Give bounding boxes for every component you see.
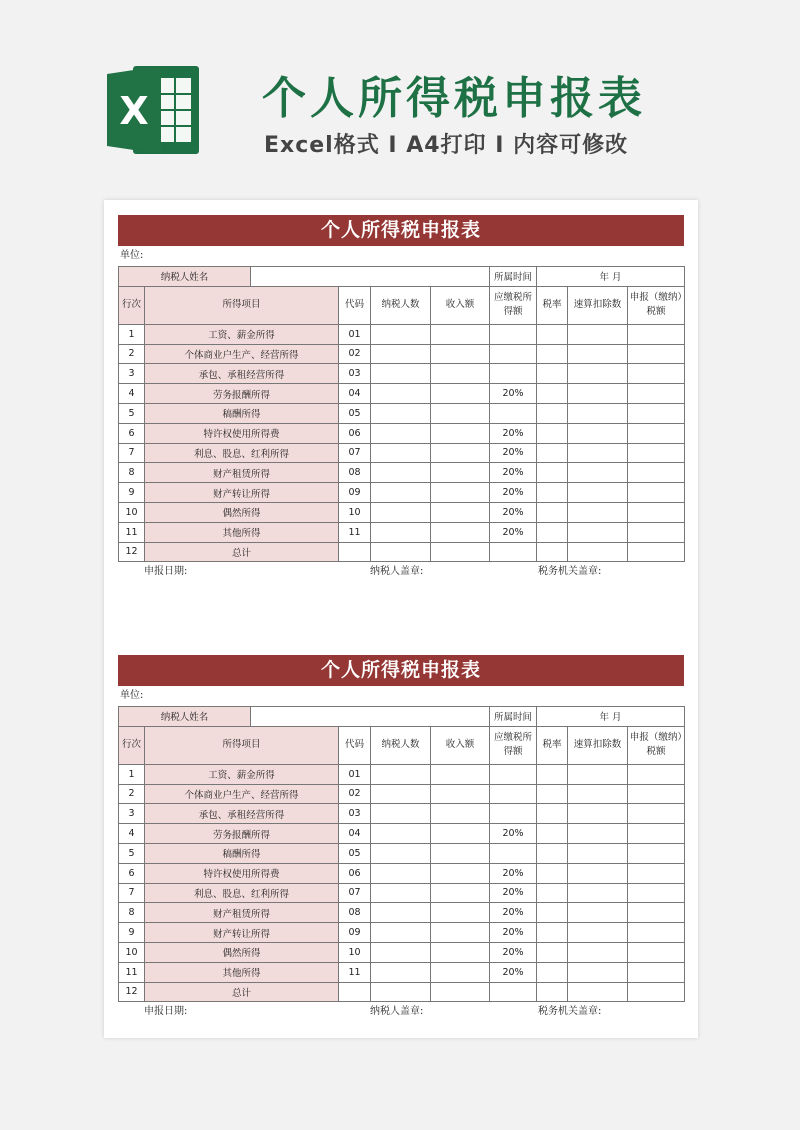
rate-cell[interactable] [537, 443, 568, 463]
income-cell[interactable] [431, 982, 490, 1002]
logo-letter: X [119, 89, 149, 133]
deduction-cell[interactable] [568, 903, 628, 923]
item-cell: 稿酬所得 [145, 403, 339, 423]
table-row [119, 982, 685, 1002]
count-cell[interactable] [371, 824, 431, 844]
rate-cell[interactable] [537, 423, 568, 443]
header [0, 0, 800, 190]
period-label: 所属时间 [490, 707, 537, 727]
table-row [119, 863, 685, 883]
col-count: 纳税人数 [371, 286, 431, 324]
income-cell[interactable] [431, 764, 490, 784]
table-row [119, 443, 685, 463]
row-no-cell: 4 [119, 384, 145, 404]
tax-cell[interactable] [628, 502, 685, 522]
code-cell: 05 [339, 403, 371, 423]
deduction-cell[interactable] [568, 962, 628, 982]
item-cell: 财产转让所得 [145, 483, 339, 503]
rate-cell[interactable] [537, 384, 568, 404]
income-cell[interactable] [431, 942, 490, 962]
tax-cell[interactable] [628, 903, 685, 923]
taxable-cell[interactable] [490, 403, 537, 423]
deduction-cell[interactable] [568, 982, 628, 1002]
table-row [119, 403, 685, 423]
table-row [119, 903, 685, 923]
code-cell: 09 [339, 483, 371, 503]
tax-cell[interactable] [628, 962, 685, 982]
form-footer [118, 562, 684, 582]
unit-label: 单位: [120, 690, 144, 701]
col-item: 所得项目 [145, 726, 339, 764]
item-cell: 财产租赁所得 [145, 463, 339, 483]
page-subtitle: Excel格式 I A4打印 I 内容可修改 [264, 133, 629, 158]
col-income: 收入额 [431, 726, 490, 764]
deduction-cell[interactable] [568, 824, 628, 844]
rate-cell[interactable] [537, 804, 568, 824]
deduction-cell[interactable] [568, 764, 628, 784]
deduction-cell[interactable] [568, 883, 628, 903]
item-cell: 工资、薪金所得 [145, 764, 339, 784]
row-no-cell: 9 [119, 923, 145, 943]
col-taxable: 应缴税所得额 [490, 286, 537, 324]
item-cell: 偶然所得 [145, 502, 339, 522]
row-no-cell: 11 [119, 962, 145, 982]
income-cell[interactable] [431, 863, 490, 883]
code-cell: 11 [339, 522, 371, 542]
form-title-banner: 个人所得税申报表 [118, 215, 684, 246]
row-no-cell: 5 [119, 403, 145, 423]
tax-cell[interactable] [628, 443, 685, 463]
code-cell: 10 [339, 502, 371, 522]
tax-cell[interactable] [628, 804, 685, 824]
tax-cell[interactable] [628, 364, 685, 384]
income-cell[interactable] [431, 522, 490, 542]
deduction-cell[interactable] [568, 923, 628, 943]
income-cell[interactable] [431, 502, 490, 522]
item-cell: 特许权使用所得费 [145, 863, 339, 883]
tax-cell[interactable] [628, 824, 685, 844]
column-header-row [119, 286, 685, 324]
rate-cell[interactable] [537, 784, 568, 804]
income-cell[interactable] [431, 483, 490, 503]
excel-logo-icon [103, 60, 203, 160]
tax-cell[interactable] [628, 324, 685, 344]
row-no-cell: 1 [119, 764, 145, 784]
rate-cell[interactable] [537, 324, 568, 344]
date-label: 申报日期: [144, 1006, 188, 1018]
col-tax: 申报（缴纳）税额 [628, 726, 685, 764]
item-cell: 稿酬所得 [145, 843, 339, 863]
row-no-cell: 10 [119, 942, 145, 962]
taxable-cell[interactable] [490, 344, 537, 364]
deduction-cell[interactable] [568, 483, 628, 503]
table-row [119, 324, 685, 344]
taxable-cell[interactable]: 20% [490, 883, 537, 903]
table-row [119, 344, 685, 364]
tax-cell[interactable] [628, 982, 685, 1002]
taxable-cell[interactable] [490, 542, 537, 562]
authority-seal-label: 税务机关盖章: [538, 1006, 602, 1018]
rate-cell[interactable] [537, 403, 568, 423]
rate-cell[interactable] [537, 843, 568, 863]
item-cell: 特许权使用所得费 [145, 423, 339, 443]
deduction-cell[interactable] [568, 804, 628, 824]
count-cell[interactable] [371, 923, 431, 943]
period-value[interactable]: 年 月 [537, 707, 685, 727]
row-no-cell: 4 [119, 824, 145, 844]
tax-form-2 [118, 655, 684, 1022]
code-cell: 08 [339, 463, 371, 483]
tax-table [118, 266, 685, 562]
page-title: 个人所得税申报表 [262, 73, 646, 124]
col-code: 代码 [339, 286, 371, 324]
row-no-cell: 9 [119, 483, 145, 503]
count-cell[interactable] [371, 483, 431, 503]
table-row [119, 463, 685, 483]
code-cell: 06 [339, 863, 371, 883]
col-income: 收入额 [431, 286, 490, 324]
code-cell [339, 542, 371, 562]
item-cell: 劳务报酬所得 [145, 384, 339, 404]
rate-cell[interactable] [537, 542, 568, 562]
income-cell[interactable] [431, 824, 490, 844]
deduction-cell[interactable] [568, 784, 628, 804]
col-deduction: 速算扣除数 [568, 286, 628, 324]
count-cell[interactable] [371, 962, 431, 982]
row-no-cell: 2 [119, 344, 145, 364]
date-label: 申报日期: [144, 566, 188, 578]
taxpayer-row [119, 267, 685, 287]
deduction-cell[interactable] [568, 324, 628, 344]
count-cell[interactable] [371, 764, 431, 784]
table-row [119, 942, 685, 962]
taxable-cell[interactable] [490, 982, 537, 1002]
code-cell: 08 [339, 903, 371, 923]
income-cell[interactable] [431, 344, 490, 364]
item-cell: 劳务报酬所得 [145, 824, 339, 844]
authority-seal-label: 税务机关盖章: [538, 566, 602, 578]
income-cell[interactable] [431, 962, 490, 982]
count-cell[interactable] [371, 384, 431, 404]
tax-cell[interactable] [628, 923, 685, 943]
deduction-cell[interactable] [568, 942, 628, 962]
taxable-cell[interactable]: 20% [490, 443, 537, 463]
tax-cell[interactable] [628, 403, 685, 423]
deduction-cell[interactable] [568, 843, 628, 863]
count-cell[interactable] [371, 804, 431, 824]
taxable-cell[interactable] [490, 364, 537, 384]
table-row [119, 962, 685, 982]
table-row [119, 883, 685, 903]
income-cell[interactable] [431, 384, 490, 404]
period-label: 所属时间 [490, 267, 537, 287]
income-cell[interactable] [431, 883, 490, 903]
table-row [119, 784, 685, 804]
tax-cell[interactable] [628, 784, 685, 804]
rate-cell[interactable] [537, 483, 568, 503]
income-cell[interactable] [431, 923, 490, 943]
row-no-cell: 6 [119, 863, 145, 883]
count-cell[interactable] [371, 502, 431, 522]
taxpayer-name-label: 纳税人姓名 [119, 267, 251, 287]
deduction-cell[interactable] [568, 463, 628, 483]
taxable-cell[interactable]: 20% [490, 502, 537, 522]
tax-cell[interactable] [628, 384, 685, 404]
taxable-cell[interactable]: 20% [490, 423, 537, 443]
deduction-cell[interactable] [568, 344, 628, 364]
row-no-cell: 3 [119, 364, 145, 384]
item-cell: 财产租赁所得 [145, 903, 339, 923]
count-cell[interactable] [371, 784, 431, 804]
taxable-cell[interactable] [490, 324, 537, 344]
deduction-cell[interactable] [568, 364, 628, 384]
count-cell[interactable] [371, 403, 431, 423]
taxpayer-seal-label: 纳税人盖章: [370, 566, 424, 578]
taxable-cell[interactable] [490, 843, 537, 863]
taxable-cell[interactable]: 20% [490, 923, 537, 943]
col-row-no: 行次 [119, 286, 145, 324]
rate-cell[interactable] [537, 962, 568, 982]
count-cell[interactable] [371, 463, 431, 483]
period-value[interactable]: 年 月 [537, 267, 685, 287]
income-cell[interactable] [431, 443, 490, 463]
row-no-cell: 5 [119, 843, 145, 863]
rate-cell[interactable] [537, 903, 568, 923]
row-no-cell: 10 [119, 502, 145, 522]
count-cell[interactable] [371, 942, 431, 962]
code-cell [339, 982, 371, 1002]
count-cell[interactable] [371, 982, 431, 1002]
count-cell[interactable] [371, 863, 431, 883]
taxable-cell[interactable]: 20% [490, 522, 537, 542]
code-cell: 01 [339, 324, 371, 344]
row-no-cell: 7 [119, 443, 145, 463]
taxable-cell[interactable]: 20% [490, 483, 537, 503]
tax-cell[interactable] [628, 764, 685, 784]
count-cell[interactable] [371, 522, 431, 542]
rate-cell[interactable] [537, 463, 568, 483]
income-cell[interactable] [431, 804, 490, 824]
form-footer [118, 1002, 684, 1022]
row-no-cell: 8 [119, 463, 145, 483]
row-no-cell: 8 [119, 903, 145, 923]
item-cell: 个体商业户生产、经营所得 [145, 784, 339, 804]
item-cell: 其他所得 [145, 962, 339, 982]
col-taxable: 应缴税所得额 [490, 726, 537, 764]
income-cell[interactable] [431, 843, 490, 863]
count-cell[interactable] [371, 883, 431, 903]
item-cell: 偶然所得 [145, 942, 339, 962]
item-cell: 利息、股息、红利所得 [145, 883, 339, 903]
code-cell: 01 [339, 764, 371, 784]
tax-cell[interactable] [628, 942, 685, 962]
code-cell: 04 [339, 824, 371, 844]
deduction-cell[interactable] [568, 863, 628, 883]
code-cell: 03 [339, 804, 371, 824]
code-cell: 05 [339, 843, 371, 863]
column-header-row [119, 726, 685, 764]
item-cell: 工资、薪金所得 [145, 324, 339, 344]
item-cell: 承包、承租经营所得 [145, 804, 339, 824]
tax-cell[interactable] [628, 863, 685, 883]
row-no-cell: 12 [119, 982, 145, 1002]
taxpayer-name-label: 纳税人姓名 [119, 707, 251, 727]
taxable-cell[interactable]: 20% [490, 384, 537, 404]
deduction-cell[interactable] [568, 522, 628, 542]
taxable-cell[interactable]: 20% [490, 962, 537, 982]
taxable-cell[interactable]: 20% [490, 863, 537, 883]
code-cell: 07 [339, 883, 371, 903]
count-cell[interactable] [371, 443, 431, 463]
rate-cell[interactable] [537, 364, 568, 384]
taxpayer-row [119, 707, 685, 727]
form-title-banner: 个人所得税申报表 [118, 655, 684, 686]
table-row [119, 542, 685, 562]
table-row [119, 923, 685, 943]
table-row [119, 384, 685, 404]
col-count: 纳税人数 [371, 726, 431, 764]
code-cell: 07 [339, 443, 371, 463]
code-cell: 10 [339, 942, 371, 962]
paper-sheet [104, 200, 698, 1038]
row-no-cell: 3 [119, 804, 145, 824]
deduction-cell[interactable] [568, 403, 628, 423]
rate-cell[interactable] [537, 923, 568, 943]
row-no-cell: 1 [119, 324, 145, 344]
tax-cell[interactable] [628, 883, 685, 903]
code-cell: 09 [339, 923, 371, 943]
col-deduction: 速算扣除数 [568, 726, 628, 764]
item-cell: 其他所得 [145, 522, 339, 542]
item-cell: 利息、股息、红利所得 [145, 443, 339, 463]
count-cell[interactable] [371, 423, 431, 443]
col-item: 所得项目 [145, 286, 339, 324]
item-cell: 承包、承租经营所得 [145, 364, 339, 384]
rate-cell[interactable] [537, 764, 568, 784]
table-row [119, 502, 685, 522]
deduction-cell[interactable] [568, 542, 628, 562]
rate-cell[interactable] [537, 883, 568, 903]
tax-cell[interactable] [628, 483, 685, 503]
unit-label: 单位: [120, 250, 144, 261]
taxpayer-name-cell[interactable] [251, 707, 490, 727]
income-cell[interactable] [431, 364, 490, 384]
code-cell: 06 [339, 423, 371, 443]
count-cell[interactable] [371, 364, 431, 384]
taxable-cell[interactable] [490, 784, 537, 804]
tax-cell[interactable] [628, 423, 685, 443]
deduction-cell[interactable] [568, 502, 628, 522]
table-row [119, 843, 685, 863]
rate-cell[interactable] [537, 942, 568, 962]
deduction-cell[interactable] [568, 443, 628, 463]
count-cell[interactable] [371, 903, 431, 923]
table-row [119, 824, 685, 844]
taxpayer-seal-label: 纳税人盖章: [370, 1006, 424, 1018]
row-no-cell: 11 [119, 522, 145, 542]
col-tax: 申报（缴纳）税额 [628, 286, 685, 324]
rate-cell[interactable] [537, 982, 568, 1002]
code-cell: 04 [339, 384, 371, 404]
income-cell[interactable] [431, 463, 490, 483]
item-cell: 总计 [145, 982, 339, 1002]
row-no-cell: 7 [119, 883, 145, 903]
table-row [119, 364, 685, 384]
code-cell: 03 [339, 364, 371, 384]
count-cell[interactable] [371, 542, 431, 562]
table-row [119, 764, 685, 784]
tax-cell[interactable] [628, 344, 685, 364]
rate-cell[interactable] [537, 522, 568, 542]
income-cell[interactable] [431, 542, 490, 562]
item-cell: 个体商业户生产、经营所得 [145, 344, 339, 364]
tax-table [118, 706, 685, 1002]
col-rate: 税率 [537, 286, 568, 324]
table-row [119, 423, 685, 443]
tax-cell[interactable] [628, 522, 685, 542]
count-cell[interactable] [371, 344, 431, 364]
col-row-no: 行次 [119, 726, 145, 764]
code-cell: 11 [339, 962, 371, 982]
income-cell[interactable] [431, 423, 490, 443]
rate-cell[interactable] [537, 863, 568, 883]
tax-cell[interactable] [628, 463, 685, 483]
item-cell: 财产转让所得 [145, 923, 339, 943]
deduction-cell[interactable] [568, 423, 628, 443]
col-rate: 税率 [537, 726, 568, 764]
row-no-cell: 6 [119, 423, 145, 443]
row-no-cell: 2 [119, 784, 145, 804]
income-cell[interactable] [431, 403, 490, 423]
rate-cell[interactable] [537, 824, 568, 844]
tax-cell[interactable] [628, 843, 685, 863]
income-cell[interactable] [431, 784, 490, 804]
count-cell[interactable] [371, 324, 431, 344]
income-cell[interactable] [431, 903, 490, 923]
count-cell[interactable] [371, 843, 431, 863]
table-row [119, 522, 685, 542]
taxpayer-name-cell[interactable] [251, 267, 490, 287]
col-code: 代码 [339, 726, 371, 764]
tax-cell[interactable] [628, 542, 685, 562]
tax-form-1 [118, 215, 684, 582]
deduction-cell[interactable] [568, 384, 628, 404]
taxable-cell[interactable]: 20% [490, 824, 537, 844]
rate-cell[interactable] [537, 344, 568, 364]
taxable-cell[interactable] [490, 804, 537, 824]
code-cell: 02 [339, 344, 371, 364]
code-cell: 02 [339, 784, 371, 804]
row-no-cell: 12 [119, 542, 145, 562]
table-row [119, 483, 685, 503]
income-cell[interactable] [431, 324, 490, 344]
taxable-cell[interactable]: 20% [490, 903, 537, 923]
taxable-cell[interactable]: 20% [490, 463, 537, 483]
taxable-cell[interactable] [490, 764, 537, 784]
table-row [119, 804, 685, 824]
item-cell: 总计 [145, 542, 339, 562]
rate-cell[interactable] [537, 502, 568, 522]
taxable-cell[interactable]: 20% [490, 942, 537, 962]
